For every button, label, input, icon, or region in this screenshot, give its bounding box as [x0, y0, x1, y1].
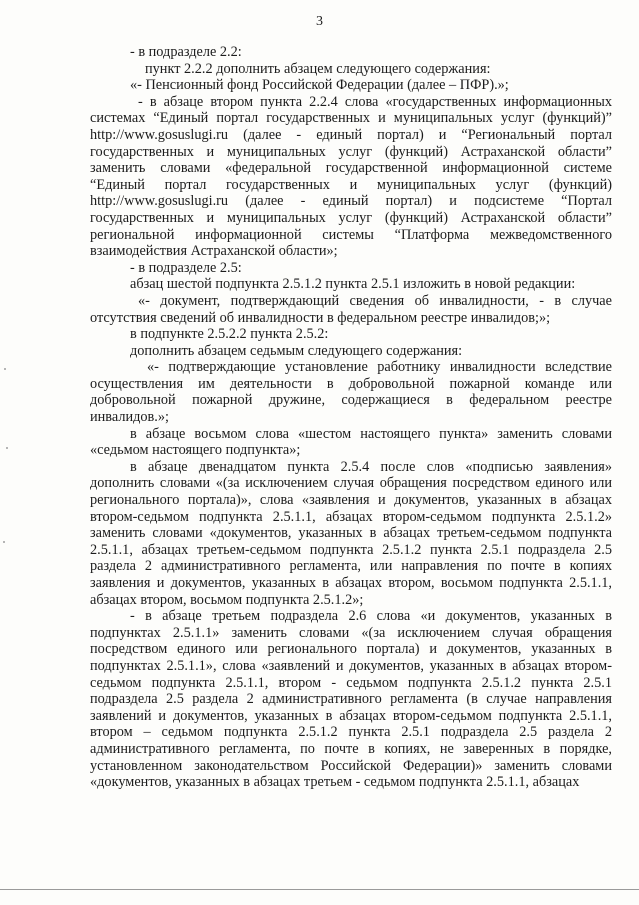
paragraph-subsection-2-5: - в подразделе 2.5: [130, 259, 242, 276]
paragraph-fire-brigade: «- подтверждающие установление работнику инвалидности вследствие осуществления им деятельности в добровольной пожарной команде или добровольной пожарной дружине, содержащиеся в федеральном реестре инвалидов.»; [90, 359, 612, 426]
paragraph-item-2-5-2-2: в подпункте 2.5.2.2 пункта 2.5.2: [130, 326, 329, 343]
scan-bottom-edge [0, 889, 639, 890]
paragraph-add-seventh: дополнить абзацем седьмым следующего содержания: [130, 342, 463, 359]
paragraph-pfr-quote: «- Пенсионный фонд Российской Федерации (далее – ПФР).»; [130, 77, 509, 94]
scan-mark [6, 447, 8, 449]
paragraph-item-2-5-4: в абзаце двенадцатом пункта 2.5.4 после слов «подписью заявления» дополнить словами «(за исключением случая обращения посредством единого или регионального портала)», слова «заявления и документов, указанных в абзацах втором-седьмом подпункта 2.5.1.1, абзацах втором-седьмом подпункта 2.5.1.2» заменить словами «документов, указанных в абзацах третьем-седьмом подпункта 2.5.1.1, абзацах третьем-седьмом подпункта 2.5.1.2 пункта 2.5.1 подраздела 2.5 раздела 2 административного регламента, или направления по почте в копиях заявления и документов, указанных в абзацах втором, восьмом подпункта 2.5.1.1, абзацах втором, восьмом подпункта 2.5.1.2»; [90, 458, 612, 608]
paragraph-subsection-2-6: - в абзаце третьем подраздела 2.6 слова «и документов, указанных в подпунктах 2.5.1.1» заменить словами «(за исключением случая обращения посредством единого или регионального портала) и документов, указанных в подпунктах 2.5.1.1», слова «заявлений и документов, указанных в абзацах втором-седьмом подпункта 2.5.1.1, втором - седьмом подпункта 2.5.1.2 пункта 2.5.1 подраздела 2.5 раздела 2 административного регламента (в случае направления заявлений и документов, указанных в абзацах втором-седьмом подпункта 2.5.1.1, втором – седьмом подпункта 2.5.1.2 пункта 2.5.1 подраздела 2.5 раздела 2 административного регламента, по почте в копиях, не заверенных в порядке, установленном законодательством Российской Федерации)» заменить словами «документов, указанных в абзацах третьем - седьмом подпункта 2.5.1.1, абзацах [90, 608, 612, 791]
paragraph-item-2-2-4: - в абзаце втором пункта 2.2.4 слова «государственных информационных системах “Единый портал государственных и муниципальных услуг (функций)” http://www.gosuslugi.ru (далее - единый портал) и “Региональный портал государственных и муниципальных услуг (функций) Астраханской области” заменить словами «федеральной государственной информационной системе “Единый портал государственных и муниципальных услуг (функций) http://www.gosuslugi.ru (далее - единый портал) и подсистеме “Портал государственных и муниципальных услуг (функций) Астраханской области” региональной информационной системы “Платформа межведомственного взаимодействия Астраханской области»; [90, 93, 612, 260]
paragraph-item-2-2-2: пункт 2.2.2 дополнить абзацем следующего содержания: [145, 60, 491, 77]
paragraph-disability-document: «- документ, подтверждающий сведения об инвалидности, - в случае отсутствия сведений об инвалидности в федеральном реестре инвалидов;»; [90, 292, 612, 326]
document-body [90, 44, 612, 791]
scan-mark [4, 368, 6, 370]
paragraph-eighth-words: в абзаце восьмом слова «шестом настоящего пункта» заменить словами «седьмом настоящего подпункта»; [90, 425, 612, 459]
paragraph-item-2-5-1-2: абзац шестой подпункта 2.5.1.2 пункта 2.5.1 изложить в новой редакции: [130, 276, 576, 293]
scan-mark [3, 541, 5, 543]
paragraph-subsection-2-2: - в подразделе 2.2: [130, 44, 242, 60]
page-number: 3 [316, 14, 323, 29]
